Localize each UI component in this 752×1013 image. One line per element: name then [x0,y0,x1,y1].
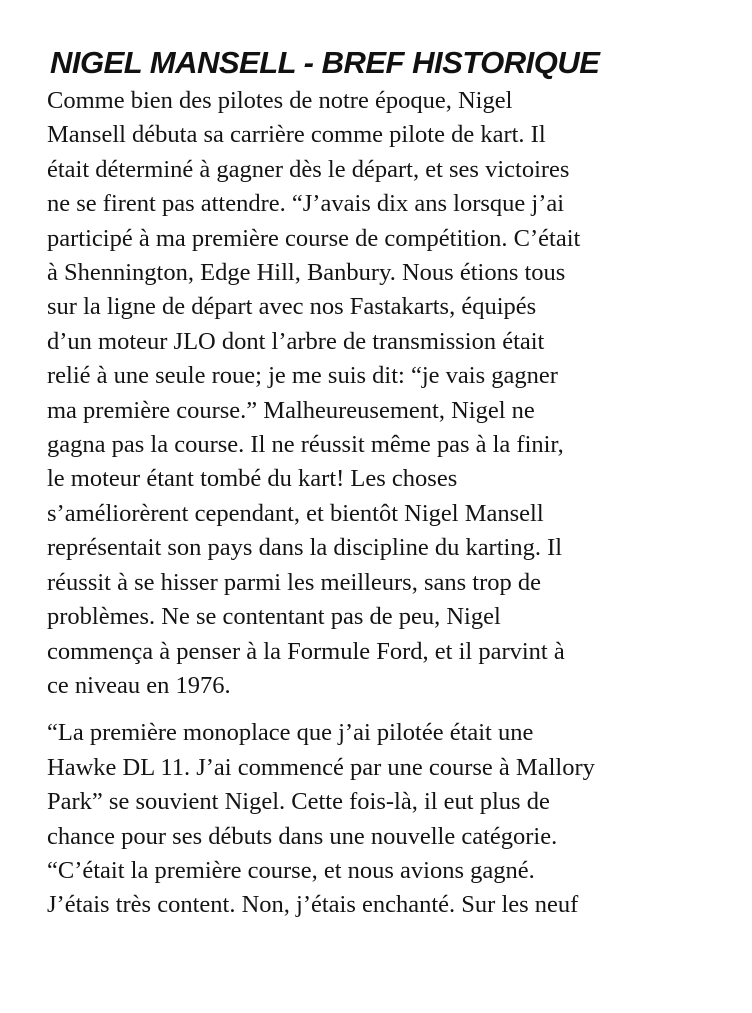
document-page [47,44,707,923]
text-line: participé à ma première course de compétition. C’était [47,224,581,252]
text-line: le moteur étant tombé du kart! Les choses [47,465,458,493]
text-line: d’un moteur JLO dont l’arbre de transmission était [47,327,545,355]
text-line: “La première monoplace que j’ai pilotée était une [47,719,534,747]
text-line: Comme bien des pilotes de notre époque, Nigel [47,87,513,114]
text-line: J’étais très content. Non, j’étais enchanté. Sur les neuf [47,891,579,919]
text-line: problèmes. Ne se contentant pas de peu, Nigel [47,603,501,631]
text-line: représentait son pays dans la discipline du karting. Il [47,534,563,562]
text-line: Park” se souvient Nigel. Cette fois-là, il eut plus de [47,788,550,816]
text-line: ma première course.” Malheureusement, Nigel ne [47,396,535,424]
text-line: chance pour ses débuts dans une nouvelle catégorie. [47,822,558,850]
text-line: sur la ligne de départ avec nos Fastakarts, équipés [47,293,537,321]
text-line: “C’était la première course, et nous avions gagné. [47,856,535,884]
text-line: était déterminé à gagner dès le départ, et ses victoires [47,155,570,183]
text-line: à Shennington, Edge Hill, Banbury. Nous étions tous [47,259,566,287]
document-title: NIGEL MANSELL - BREF HISTORIQUE [50,45,600,80]
paragraph-1 [47,84,707,703]
paragraph-2 [47,716,707,922]
text-line: réussit à se hisser parmi les meilleurs, sans trop de [47,568,541,596]
text-line: ne se firent pas attendre. “J’avais dix ans lorsque j’ai [47,190,565,218]
text-line: relié à une seule roue; je me suis dit: “je vais gagner [47,362,558,390]
text-line: s’améliorèrent cependant, et bientôt Nigel Mansell [47,499,544,527]
text-line: Mansell débuta sa carrière comme pilote de kart. Il [47,121,546,149]
text-line: Hawke DL 11. J’ai commencé par une course à Mallory [47,753,595,781]
text-line: commença à penser à la Formule Ford, et il parvint à [47,637,565,665]
text-line: gagna pas la course. Il ne réussit même pas à la finir, [47,431,564,459]
text-line: ce niveau en 1976. [47,671,231,699]
